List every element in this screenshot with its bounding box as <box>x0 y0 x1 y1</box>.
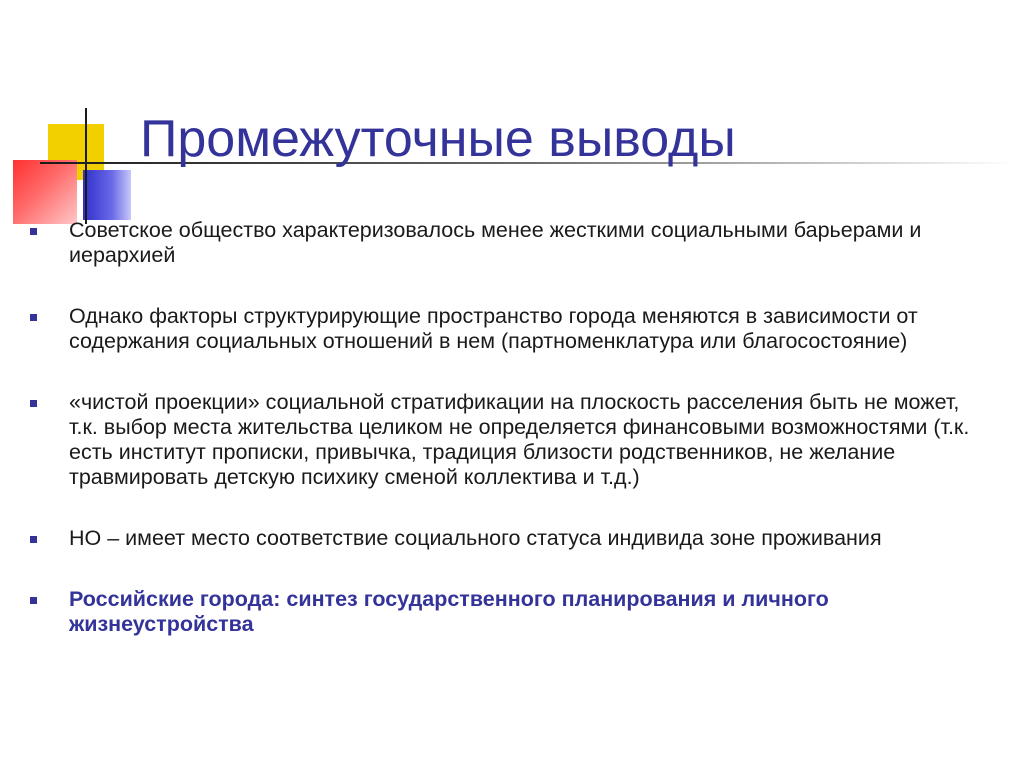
square-bullet-icon <box>30 400 37 407</box>
bullet-item <box>30 587 990 637</box>
red-square <box>13 160 77 224</box>
vertical-rule <box>85 108 87 224</box>
bullet-text: Однако факторы структурирующие пространство города меняются в зависимости от содержания социальных отношений в нем (партноменклатура или благосостояние) <box>69 304 918 353</box>
decorative-squares <box>0 0 140 230</box>
bullet-text: Советское общество характеризовалось менее жесткими социальными барьерами и иерархией <box>69 218 922 267</box>
slide-title: Промежуточные выводы <box>140 110 736 168</box>
square-bullet-icon <box>30 228 37 235</box>
square-bullet-icon <box>30 536 37 543</box>
bullet-item <box>30 390 990 490</box>
bullet-item <box>30 218 990 268</box>
bullet-text: «чистой проекции» социальной стратификации на плоскость расселения быть не может, т.к. выбор места жительства целиком не определяется финансовыми возможностями (т.к. есть институт прописки, привычка, традиция близости родственников, не желание травмировать детскую психику сменой коллектива и т.д.) <box>69 390 970 489</box>
blue-square <box>83 170 131 220</box>
bullet-item <box>30 304 990 354</box>
bullet-text-emphasis: Российские города: синтез государственного планирования и личного жизнеустройства <box>69 587 829 636</box>
square-bullet-icon <box>30 597 37 604</box>
bullet-text: НО – имеет место соответствие социального статуса индивида зоне проживания <box>69 526 882 550</box>
square-bullet-icon <box>30 314 37 321</box>
bullet-item <box>30 526 990 551</box>
bullet-list <box>30 218 990 637</box>
